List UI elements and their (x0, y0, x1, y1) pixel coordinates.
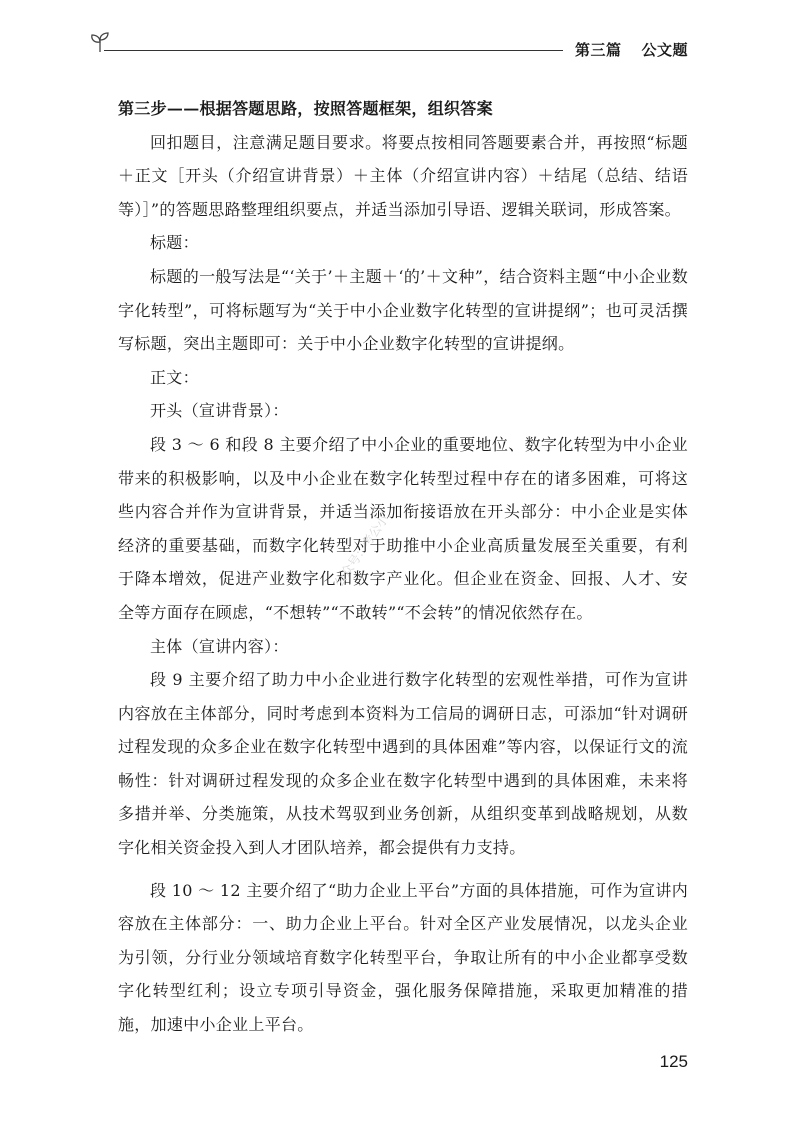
paragraph: 标题的一般写法是“‘关于’＋主题＋‘的’＋文种”，结合资料主题“中小企业数字化转型”，可将标题写为“关于中小企业数字化转型的宣讲提纲”；也可灵活撰写标题，突出主题即可：关于中小企业数字化转型的宣讲提纲。 (118, 266, 688, 354)
watermark: 公众号：考公小 (331, 512, 392, 590)
subheading-opening: 开头（宣讲背景）： (150, 401, 289, 421)
header-rule (104, 50, 563, 51)
section-name: 公文题 (641, 41, 688, 59)
step-heading: 第三步——根据答题思路，按照答题框架，组织答案 (118, 99, 493, 118)
paragraph: 回扣题目，注意满足题目要求。将要点按相同答题要素合并，再按照“标题＋正文［开头（介绍宣讲背景）＋主体（介绍宣讲内容）＋结尾（总结、结语等）］”的答题思路整理组织要点，并适当添加引导语、逻辑关联词，形成答案。 (118, 132, 688, 219)
page-body (118, 92, 688, 1042)
subheading-title: 标题： (150, 233, 199, 253)
paragraph: 段 3 ～ 6 和段 8 主要介绍了中小企业的重要地位、数字化转型为中小企业带来的积极影响，以及中小企业在数字化转型过程中存在的诸多困难，可将这些内容合并作为宣讲背景，并适当添加衔接语放在开头部分：中小企业是实体经济的重要基础，而数字化转型对于助推中小企业高质量发展至关重要，有利于降本增效，促进产业数字化和数字产业化。但企业在资金、回报、人才、安全等方面存在顾虑，“不想转”“不敢转”“不会转”的情况依然存在。 (118, 434, 688, 622)
page-number: 125 (659, 1052, 688, 1071)
subheading-main: 主体（宣讲内容）： (150, 636, 289, 656)
paragraph: 段 10 ～ 12 主要介绍了“助力企业上平台”方面的具体措施，可作为宣讲内容放在主体部分：一、助力企业上平台。针对全区产业发展情况，以龙头企业为引领，分行业分领域培育数字化转型平台，争取让所有的中小企业都享受数字化转型红利；设立专项引导资金，强化服务保障措施，采取更加精准的措施，加速中小企业上平台。 (118, 880, 688, 1035)
running-header (88, 30, 688, 60)
section-part: 第三篇 (574, 41, 622, 59)
subheading-body: 正文： (150, 367, 199, 387)
paragraph: 段 9 主要介绍了助力中小企业进行数字化转型的宏观性举措，可作为宣讲内容放在主体部分，同时考虑到本资料为工信局的调研日志，可添加“针对调研过程发现的众多企业在数字化转型中遇到的具体困难”等内容，以保证行文的流畅性：针对调研过程发现的众多企业在数字化转型中遇到的具体困难，未来将多措并举、分类施策，从技术驾驭到业务创新，从组织变革到战略规划，从数字化相关资金投入到人才团队培养，都会提供有力支持。 (118, 670, 688, 858)
section-title (575, 39, 688, 60)
